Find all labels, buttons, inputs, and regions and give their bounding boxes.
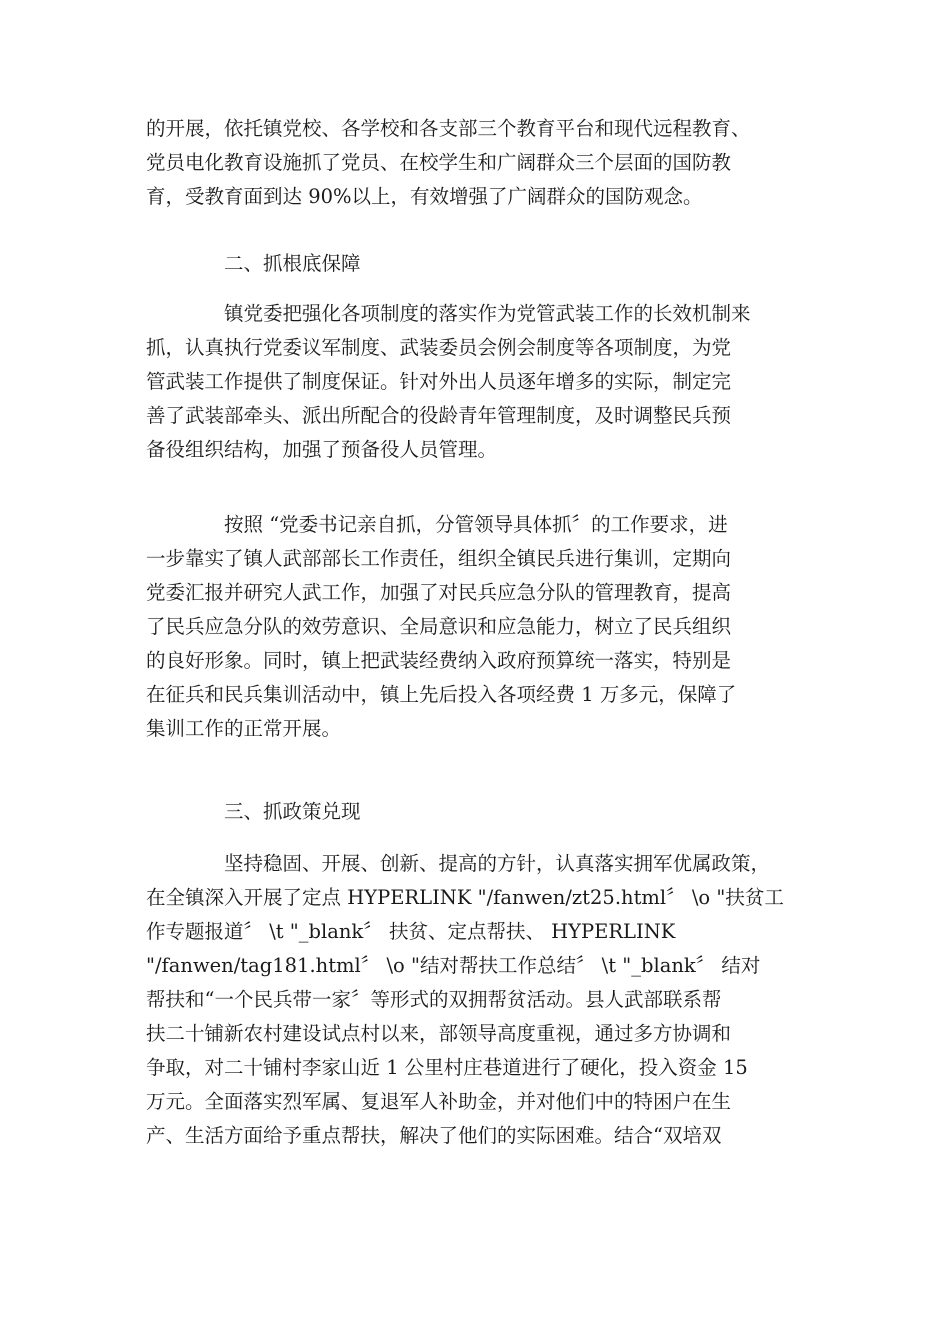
text-line: 坚持稳固、开展、创新、提高的方针，认真落实拥军优属政策， bbox=[224, 852, 771, 875]
text-line: 的开展，依托镇党校、各学校和各支部三个教育平台和现代远程教育、 bbox=[146, 117, 751, 140]
paragraph-2a bbox=[146, 297, 806, 467]
text-line: 争取，对二十铺村李家山近 1 公里村庄巷道进行了硬化，投入资金 15 bbox=[146, 1056, 748, 1079]
text-line: 帮扶和“一个民兵带一家〞等形式的双拥帮贫活动。县人武部联系帮 bbox=[146, 988, 722, 1011]
text-line: 镇党委把强化各项制度的落实作为党管武装工作的长效机制来 bbox=[224, 302, 751, 325]
text-line: 备役组织结构，加强了预备役人员管理。 bbox=[146, 438, 498, 461]
text-line: 了民兵应急分队的效劳意识、全局意识和应急能力，树立了民兵组织 bbox=[146, 615, 732, 638]
text-line: 产、生活方面给予重点帮扶，解决了他们的实际困难。结合“双培双 bbox=[146, 1124, 722, 1147]
text-line: 党委汇报并研究人武工作，加强了对民兵应急分队的管理教育，提高 bbox=[146, 581, 732, 604]
text-line: 扶二十铺新农村建设试点村以来，部领导高度重视，通过多方协调和 bbox=[146, 1022, 732, 1045]
paragraph-3a bbox=[146, 847, 806, 1153]
text-line: 作专题报道〞 \t "_blank〞 扶贫、定点帮扶、 HYPERLINK bbox=[146, 920, 676, 943]
text-line: 育，受教育面到达 90%以上，有效增强了广阔群众的国防观念。 bbox=[146, 185, 703, 208]
section-heading-3 bbox=[146, 795, 806, 829]
text-line: 集训工作的正常开展。 bbox=[146, 717, 342, 740]
section-heading-text: 二、抓根底保障 bbox=[224, 252, 361, 275]
text-line: 在全镇深入开展了定点 HYPERLINK "/fanwen/zt25.html〞 \o "扶贫工 bbox=[146, 886, 784, 909]
text-line: 一步靠实了镇人武部部长工作责任，组织全镇民兵进行集训，定期向 bbox=[146, 547, 732, 570]
paragraph-continued bbox=[146, 112, 806, 214]
section-heading-text: 三、抓政策兑现 bbox=[224, 800, 361, 823]
text-line: 万元。全面落实烈军属、复退军人补助金，并对他们中的特困户在生 bbox=[146, 1090, 732, 1113]
text-line: 的良好形象。同时，镇上把武装经费纳入政府预算统一落实，特别是 bbox=[146, 649, 732, 672]
text-line: 在征兵和民兵集训活动中，镇上先后投入各项经费 1 万多元，保障了 bbox=[146, 683, 737, 706]
paragraph-2b bbox=[146, 508, 806, 746]
text-line: 抓，认真执行党委议军制度、武装委员会例会制度等各项制度，为党 bbox=[146, 336, 732, 359]
text-line: 党员电化教育设施抓了党员、在校学生和广阔群众三个层面的国防教 bbox=[146, 151, 732, 174]
section-heading-2 bbox=[146, 247, 806, 281]
text-line: "/fanwen/tag181.html〞 \o "结对帮扶工作总结〞 \t "_blank〞 结对 bbox=[146, 954, 761, 977]
text-line: 善了武装部牵头、派出所配合的役龄青年管理制度，及时调整民兵预 bbox=[146, 404, 732, 427]
text-line: 按照 “党委书记亲自抓，分管领导具体抓〞的工作要求，进 bbox=[224, 513, 728, 536]
text-line: 管武装工作提供了制度保证。针对外出人员逐年增多的实际，制定完 bbox=[146, 370, 732, 393]
